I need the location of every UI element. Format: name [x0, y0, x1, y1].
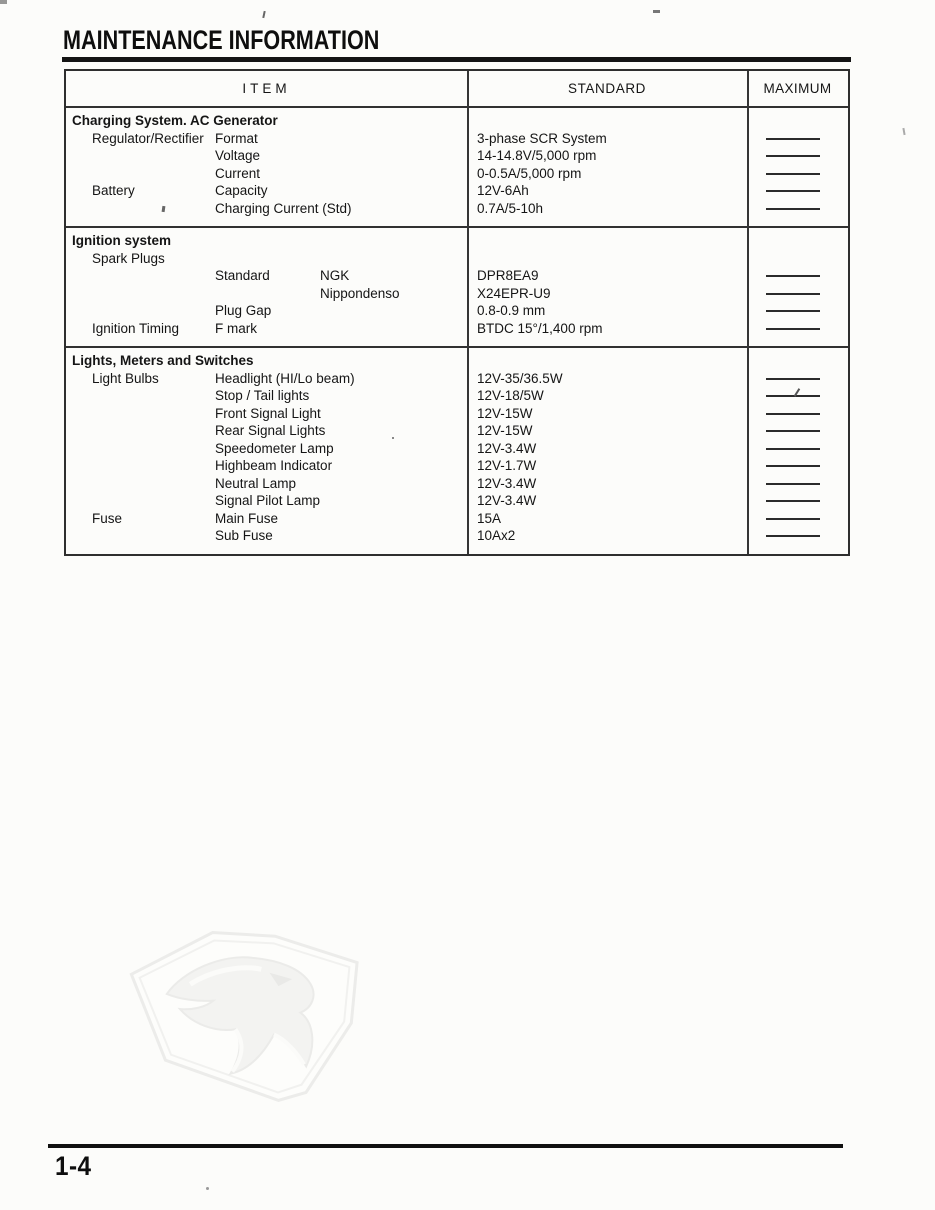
table-section: [66, 346, 848, 554]
table-row: [66, 320, 848, 338]
table-row: [66, 267, 848, 285]
item-group-label: Regulator/Rectifier: [92, 130, 204, 146]
scan-speck: [206, 1187, 209, 1190]
item-label: Sub Fuse: [215, 528, 273, 543]
column-header-item: ITEM: [242, 81, 291, 96]
table-row: [66, 457, 848, 475]
item-label: Signal Pilot Lamp: [215, 493, 321, 508]
maximum-dash: [766, 430, 820, 432]
standard-value: 12V-18/5W: [477, 388, 544, 403]
maximum-dash: [766, 413, 820, 415]
table-row: [66, 130, 848, 148]
standard-value: 12V-35/36.5W: [477, 370, 563, 386]
standard-value: 0.8-0.9 mm: [477, 303, 546, 318]
column-header-standard: STANDARD: [567, 81, 647, 96]
maximum-dash: [766, 155, 820, 157]
standard-value: X24EPR-U9: [477, 285, 551, 301]
table-body: [66, 106, 848, 554]
item-label: Capacity: [215, 183, 268, 198]
item-label: Main Fuse: [215, 510, 279, 526]
table-row: [66, 510, 848, 528]
standard-value: 12V-3.4W: [477, 440, 537, 456]
item-label: Rear Signal Lights: [215, 423, 326, 438]
table-row: [66, 492, 848, 510]
table-row: [66, 387, 848, 405]
table-row: [66, 440, 848, 458]
maximum-dash: [766, 483, 820, 485]
item-group-label: Fuse: [92, 510, 123, 526]
standard-value: 12V-3.4W: [477, 493, 537, 508]
maximum-dash: [766, 328, 820, 330]
maximum-dash: [766, 535, 820, 537]
spec-table: [64, 69, 850, 556]
maximum-dash: [766, 173, 820, 175]
table-section: [66, 106, 848, 226]
table-row: [66, 200, 848, 218]
standard-value: DPR8EA9: [477, 268, 539, 283]
maximum-dash: [766, 138, 820, 140]
standard-value: 0-0.5A/5,000 rpm: [477, 165, 582, 181]
item-label: Front Signal Light: [215, 405, 321, 421]
item-label: F mark: [215, 320, 257, 336]
column-header-maximum: MAXIMUM: [763, 81, 832, 96]
table-row: [66, 475, 848, 493]
item-label: Stop / Tail lights: [215, 388, 310, 403]
standard-value: 3-phase SCR System: [477, 130, 607, 146]
maximum-dash: [766, 190, 820, 192]
maximum-dash: [766, 310, 820, 312]
table-row: [66, 422, 848, 440]
footer-rule: [48, 1144, 843, 1148]
item-group-label: Battery: [92, 183, 135, 198]
standard-value: 12V-15W: [477, 423, 533, 438]
maximum-dash: [766, 500, 820, 502]
scan-speck: [262, 11, 265, 18]
maximum-dash: [766, 518, 820, 520]
maximum-dash: [766, 378, 820, 380]
item-label: Voltage: [215, 148, 261, 163]
item-label: Format: [215, 130, 258, 146]
table-row: [66, 285, 848, 303]
page-title: MAINTENANCE INFORMATION: [63, 25, 380, 55]
item-label: Highbeam Indicator: [215, 458, 333, 473]
item-label: Speedometer Lamp: [215, 440, 334, 456]
standard-value: 14-14.8V/5,000 rpm: [477, 148, 597, 163]
table-header-row: [66, 71, 848, 106]
item-group-label: Ignition Timing: [92, 320, 180, 336]
standard-value: 12V-15W: [477, 405, 533, 421]
table-row: [66, 250, 848, 268]
item-label: Neutral Lamp: [215, 475, 297, 491]
section-title: Ignition system: [72, 233, 172, 248]
section-title: Charging System. AC Generator: [72, 113, 278, 128]
page-number: 1-4: [55, 1151, 92, 1181]
item-label: Current: [215, 165, 261, 181]
table-section: [66, 226, 848, 346]
item-group-label: Spark Plugs: [92, 250, 165, 266]
table-row: [66, 147, 848, 165]
item-group-label: Light Bulbs: [92, 370, 159, 386]
standard-value: 12V-1.7W: [477, 458, 537, 473]
maximum-dash: [766, 208, 820, 210]
standard-value: 0.7A/5-10h: [477, 200, 544, 216]
table-row: [66, 527, 848, 545]
table-row: [66, 370, 848, 388]
maximum-dash: [766, 448, 820, 450]
standard-value: 12V-6Ah: [477, 183, 529, 198]
viper-head-watermark-icon: [122, 908, 382, 1108]
table-row: [66, 302, 848, 320]
table-row: [66, 182, 848, 200]
item-label: Charging Current (Std): [215, 200, 352, 216]
scan-speck: [0, 0, 7, 4]
column-divider-standard-maximum: [747, 71, 749, 554]
title-rule: [62, 57, 851, 62]
item-label: Standard: [215, 268, 270, 283]
scan-speck: [653, 10, 660, 13]
table-row: [66, 405, 848, 423]
item-label: Plug Gap: [215, 303, 272, 318]
item-sublabel: NGK: [320, 268, 350, 283]
scan-speck: [392, 437, 394, 439]
column-divider-item-standard: [467, 71, 469, 554]
item-sublabel: Nippondenso: [320, 285, 400, 301]
maximum-dash: [766, 293, 820, 295]
scan-speck: [902, 128, 905, 135]
table-row: [66, 165, 848, 183]
item-label: Headlight (HI/Lo beam): [215, 370, 355, 386]
maximum-dash: [766, 275, 820, 277]
section-title-row: [66, 112, 848, 130]
standard-value: 12V-3.4W: [477, 475, 537, 491]
standard-value: BTDC 15°/1,400 rpm: [477, 320, 603, 336]
section-title: Lights, Meters and Switches: [72, 353, 254, 368]
section-title-row: [66, 352, 848, 370]
section-title-row: [66, 232, 848, 250]
standard-value: 15A: [477, 510, 502, 526]
standard-value: 10Ax2: [477, 528, 516, 543]
maximum-dash: [766, 465, 820, 467]
